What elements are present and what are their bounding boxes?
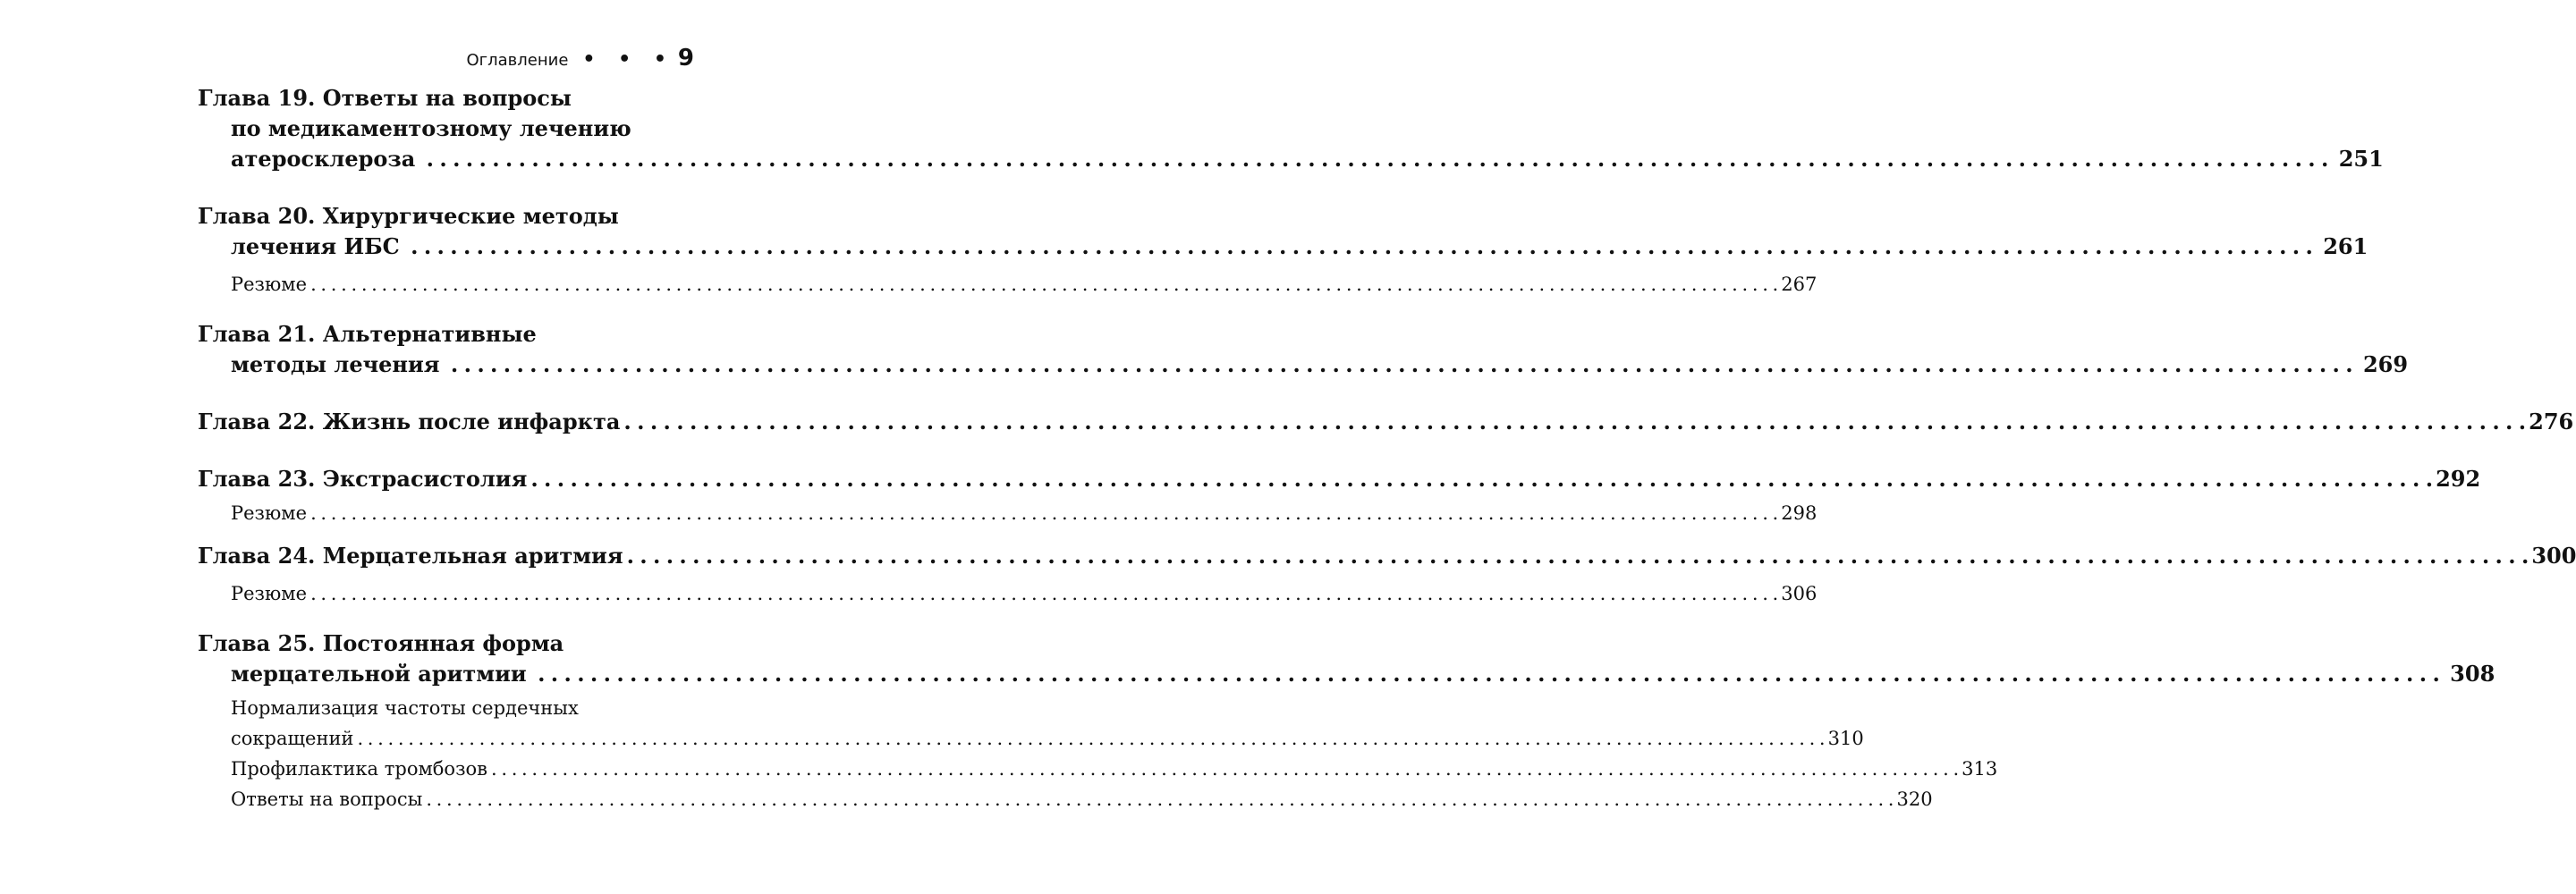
section-title-line: сокращений (231, 728, 354, 749)
chapter-title-row (198, 144, 2384, 174)
chapter-title-row (198, 232, 2368, 262)
dot-leader (427, 146, 2328, 172)
chapter-page-number: 292 (2436, 466, 2481, 492)
chapter-title-line: лечения ИБС (231, 233, 400, 259)
dot-leader (623, 407, 2525, 437)
toc-section-thrombosis (198, 754, 1998, 784)
chapter-title-row (198, 407, 2574, 437)
section-page-number: 320 (1896, 789, 1933, 810)
chapter-page-number: 261 (2323, 233, 2368, 259)
section-row (231, 723, 1864, 754)
page-number: 9 (677, 45, 694, 72)
toc-section-summary-20 (198, 269, 1818, 299)
section-title-line: Нормализация частоты сердечных (231, 697, 579, 719)
running-head-title: Оглавление (466, 51, 569, 70)
chapter-title-row (198, 659, 2496, 689)
chapter-page-number: 308 (2450, 661, 2496, 687)
chapter-page-number: 276 (2529, 409, 2574, 434)
chapter-title-line: Глава 21. Альтернативные (198, 321, 537, 347)
chapter-title-line: атеросклероза (231, 146, 416, 172)
dot-leader (357, 723, 1824, 754)
chapter-page-number: 251 (2338, 146, 2384, 172)
section-row (231, 578, 1818, 609)
dot-leader (411, 233, 2312, 259)
toc-chapter-19 (198, 83, 2384, 174)
toc-section-summary-24 (198, 578, 1818, 609)
chapter-title-row (198, 464, 2481, 494)
toc-section-summary-23 (198, 498, 1818, 528)
chapter-title-line: по медикаментозному лечению (231, 115, 631, 141)
toc-chapter-22 (198, 407, 2574, 437)
section-title: Ответы на вопросы (231, 789, 423, 810)
dot-leader (627, 541, 2529, 571)
dot-leader (310, 578, 1777, 609)
chapter-title-row (198, 350, 2409, 380)
chapter-title-line: Глава 23. Экстрасистолия (198, 466, 528, 492)
chapter-title-row (198, 541, 2576, 571)
section-title: Резюме (231, 274, 308, 295)
toc-section-heart-rate (198, 693, 1864, 754)
dot-leader (451, 351, 2352, 377)
section-row (231, 269, 1818, 299)
section-page-number: 310 (1827, 728, 1864, 749)
toc-chapter-24 (198, 541, 2576, 571)
section-row (231, 754, 1998, 784)
section-row (231, 784, 1933, 814)
chapter-title-line: мерцательной аритмии (231, 661, 527, 687)
section-title: Профилактика тромбозов (231, 758, 487, 780)
toc-chapter-23 (198, 464, 2481, 494)
chapter-title-line: Глава 24. Мерцательная аритмия (198, 543, 623, 569)
section-title: Резюме (231, 583, 308, 604)
section-page-number: 313 (1962, 758, 1998, 780)
dot-leader (538, 661, 2439, 687)
toc-chapter-25 (198, 628, 2496, 689)
chapter-page-number: 269 (2362, 351, 2409, 377)
section-page-number: 306 (1781, 583, 1818, 604)
chapter-page-number: 300 (2531, 543, 2576, 569)
section-row (231, 498, 1818, 528)
section-title: Резюме (231, 502, 308, 524)
table-of-contents (198, 83, 2576, 814)
section-page-number: 298 (1781, 502, 1818, 524)
chapter-title-line: Глава 22. Жизнь после инфаркта (198, 409, 621, 434)
section-page-number: 267 (1781, 274, 1818, 295)
running-head-dots: • • • (582, 48, 674, 71)
dot-leader (310, 498, 1777, 528)
toc-chapter-20 (198, 201, 2368, 262)
chapter-title-line: Глава 25. Постоянная форма (198, 630, 564, 656)
toc-section-qa (198, 784, 1933, 814)
dot-leader (530, 464, 2432, 494)
chapter-title-line: методы лечения (231, 351, 440, 377)
dot-leader (310, 269, 1777, 299)
dot-leader (426, 784, 1893, 814)
chapter-title-line: Глава 19. Ответы на вопросы (198, 85, 572, 111)
dot-leader (491, 754, 1958, 784)
chapter-title-line: Глава 20. Хирургические методы (198, 203, 619, 229)
toc-chapter-21 (198, 319, 2409, 380)
running-head (467, 45, 695, 72)
